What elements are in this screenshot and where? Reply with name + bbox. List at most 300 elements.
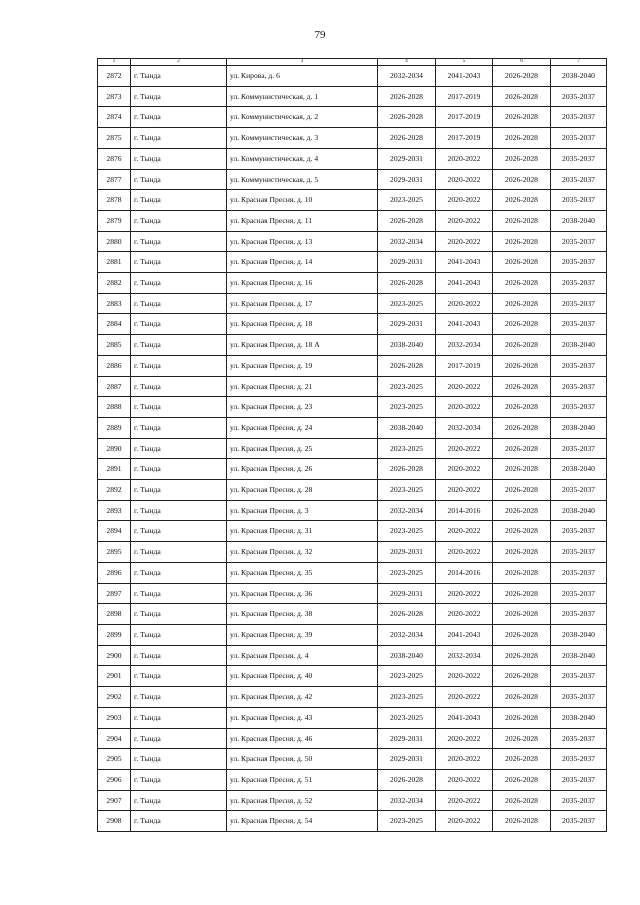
- period-cell: 2014-2016: [436, 562, 493, 583]
- city-cell: г. Тында: [131, 811, 227, 832]
- address-cell: ул. Коммунистическая, д. 3: [227, 128, 378, 149]
- period-cell: 2038-2040: [551, 335, 607, 356]
- period-cell: 2035-2037: [551, 687, 607, 708]
- period-cell: 2038-2040: [551, 66, 607, 87]
- city-cell: г. Тында: [131, 190, 227, 211]
- period-cell: 2038-2040: [551, 459, 607, 480]
- table-row: [98, 355, 607, 376]
- row-number-cell: 2884: [98, 314, 131, 335]
- period-cell: 2020-2022: [436, 190, 493, 211]
- table-row: [98, 769, 607, 790]
- address-cell: ул. Красная Пресня, д. 50: [227, 749, 378, 770]
- row-number-cell: 2876: [98, 148, 131, 169]
- period-cell: 2023-2025: [378, 687, 436, 708]
- city-cell: г. Тында: [131, 728, 227, 749]
- address-cell: ул. Коммунистическая, д. 5: [227, 169, 378, 190]
- period-cell: 2035-2037: [551, 666, 607, 687]
- row-number-cell: 2890: [98, 438, 131, 459]
- city-cell: г. Тында: [131, 438, 227, 459]
- table-row: [98, 210, 607, 231]
- table-row: [98, 521, 607, 542]
- period-cell: 2020-2022: [436, 769, 493, 790]
- table-row: [98, 128, 607, 149]
- period-cell: 2032-2034: [378, 790, 436, 811]
- table-row: [98, 397, 607, 418]
- address-cell: ул. Коммунистическая, д. 2: [227, 107, 378, 128]
- period-cell: 2038-2040: [551, 417, 607, 438]
- period-cell: 2038-2040: [551, 707, 607, 728]
- city-cell: г. Тында: [131, 397, 227, 418]
- period-cell: 2026-2028: [378, 86, 436, 107]
- period-cell: 2020-2022: [436, 728, 493, 749]
- address-cell: ул. Красная Пресня, д. 18: [227, 314, 378, 335]
- address-cell: ул. Красная Пресня, д. 18 А: [227, 335, 378, 356]
- period-cell: 2029-2031: [378, 749, 436, 770]
- row-number-cell: 2904: [98, 728, 131, 749]
- city-cell: г. Тында: [131, 273, 227, 294]
- period-cell: 2035-2037: [551, 190, 607, 211]
- row-number-cell: 2897: [98, 583, 131, 604]
- city-cell: г. Тында: [131, 66, 227, 87]
- row-number-cell: 2881: [98, 252, 131, 273]
- period-cell: 2020-2022: [436, 231, 493, 252]
- period-cell: 2026-2028: [493, 231, 551, 252]
- address-cell: ул. Красная Пресня, д. 4: [227, 645, 378, 666]
- city-cell: г. Тында: [131, 645, 227, 666]
- period-cell: 2026-2028: [493, 542, 551, 563]
- period-cell: 2029-2031: [378, 583, 436, 604]
- address-cell: ул. Красная Пресня, д. 23: [227, 397, 378, 418]
- period-cell: 2020-2022: [436, 169, 493, 190]
- period-cell: 2026-2028: [493, 355, 551, 376]
- period-cell: 2035-2037: [551, 293, 607, 314]
- period-cell: 2035-2037: [551, 148, 607, 169]
- period-cell: 2026-2028: [493, 500, 551, 521]
- period-cell: 2026-2028: [493, 666, 551, 687]
- period-cell: 2026-2028: [493, 624, 551, 645]
- city-cell: г. Тында: [131, 500, 227, 521]
- period-cell: 2020-2022: [436, 293, 493, 314]
- period-cell: 2020-2022: [436, 397, 493, 418]
- table-row: [98, 417, 607, 438]
- period-cell: 2032-2034: [378, 500, 436, 521]
- period-cell: 2026-2028: [493, 604, 551, 625]
- period-cell: 2026-2028: [493, 438, 551, 459]
- address-cell: ул. Красная Пресня, д. 43: [227, 707, 378, 728]
- period-cell: 2026-2028: [493, 86, 551, 107]
- period-cell: 2026-2028: [493, 749, 551, 770]
- period-cell: 2026-2028: [493, 811, 551, 832]
- city-cell: г. Тында: [131, 624, 227, 645]
- row-number-cell: 2874: [98, 107, 131, 128]
- row-number-cell: 2896: [98, 562, 131, 583]
- period-cell: 2026-2028: [493, 521, 551, 542]
- row-number-cell: 2902: [98, 687, 131, 708]
- city-cell: г. Тында: [131, 335, 227, 356]
- city-cell: г. Тында: [131, 769, 227, 790]
- period-cell: 2035-2037: [551, 562, 607, 583]
- column-header: 5: [436, 59, 493, 66]
- housing-schedule-table: [97, 58, 607, 832]
- city-cell: г. Тында: [131, 86, 227, 107]
- column-header: 2: [131, 59, 227, 66]
- city-cell: г. Тында: [131, 107, 227, 128]
- period-cell: 2035-2037: [551, 728, 607, 749]
- address-cell: ул. Красная Пресня, д. 31: [227, 521, 378, 542]
- row-number-cell: 2892: [98, 480, 131, 501]
- period-cell: 2020-2022: [436, 604, 493, 625]
- city-cell: г. Тында: [131, 749, 227, 770]
- period-cell: 2026-2028: [493, 335, 551, 356]
- address-cell: ул. Красная Пресня, д. 11: [227, 210, 378, 231]
- table-row: [98, 169, 607, 190]
- period-cell: 2023-2025: [378, 397, 436, 418]
- column-number-row: [98, 59, 607, 66]
- period-cell: 2026-2028: [493, 397, 551, 418]
- row-number-cell: 2900: [98, 645, 131, 666]
- city-cell: г. Тында: [131, 128, 227, 149]
- column-header: 6: [493, 59, 551, 66]
- city-cell: г. Тында: [131, 542, 227, 563]
- address-cell: ул. Красная Пресня, д. 13: [227, 231, 378, 252]
- page-number: 79: [314, 29, 326, 41]
- period-cell: 2038-2040: [551, 210, 607, 231]
- period-cell: 2041-2043: [436, 314, 493, 335]
- row-number-cell: 2889: [98, 417, 131, 438]
- row-number-cell: 2905: [98, 749, 131, 770]
- city-cell: г. Тында: [131, 355, 227, 376]
- period-cell: 2020-2022: [436, 542, 493, 563]
- address-cell: ул. Красная Пресня, д. 35: [227, 562, 378, 583]
- period-cell: 2026-2028: [493, 314, 551, 335]
- period-cell: 2020-2022: [436, 749, 493, 770]
- city-cell: г. Тында: [131, 480, 227, 501]
- row-number-cell: 2895: [98, 542, 131, 563]
- period-cell: 2035-2037: [551, 128, 607, 149]
- table-row: [98, 190, 607, 211]
- address-cell: ул. Красная Пресня, д. 52: [227, 790, 378, 811]
- period-cell: 2026-2028: [493, 252, 551, 273]
- period-cell: 2035-2037: [551, 397, 607, 418]
- row-number-cell: 2899: [98, 624, 131, 645]
- period-cell: 2017-2019: [436, 355, 493, 376]
- period-cell: 2023-2025: [378, 190, 436, 211]
- period-cell: 2026-2028: [493, 790, 551, 811]
- period-cell: 2026-2028: [493, 148, 551, 169]
- period-cell: 2020-2022: [436, 148, 493, 169]
- period-cell: 2014-2016: [436, 500, 493, 521]
- period-cell: 2020-2022: [436, 438, 493, 459]
- period-cell: 2026-2028: [493, 169, 551, 190]
- period-cell: 2035-2037: [551, 480, 607, 501]
- row-number-cell: 2893: [98, 500, 131, 521]
- period-cell: 2026-2028: [493, 687, 551, 708]
- row-number-cell: 2879: [98, 210, 131, 231]
- period-cell: 2017-2019: [436, 128, 493, 149]
- period-cell: 2020-2022: [436, 687, 493, 708]
- period-cell: 2020-2022: [436, 811, 493, 832]
- city-cell: г. Тында: [131, 562, 227, 583]
- period-cell: 2038-2040: [551, 645, 607, 666]
- period-cell: 2035-2037: [551, 604, 607, 625]
- column-header: 3: [227, 59, 378, 66]
- period-cell: 2026-2028: [493, 769, 551, 790]
- period-cell: 2026-2028: [378, 107, 436, 128]
- column-header: 1: [98, 59, 131, 66]
- address-cell: ул. Красная Пресня, д. 16: [227, 273, 378, 294]
- table-row: [98, 707, 607, 728]
- period-cell: 2023-2025: [378, 707, 436, 728]
- row-number-cell: 2877: [98, 169, 131, 190]
- table-row: [98, 438, 607, 459]
- table-row: [98, 231, 607, 252]
- city-cell: г. Тында: [131, 252, 227, 273]
- table-row: [98, 811, 607, 832]
- column-header: 4: [378, 59, 436, 66]
- period-cell: 2029-2031: [378, 314, 436, 335]
- period-cell: 2026-2028: [493, 645, 551, 666]
- period-cell: 2026-2028: [493, 273, 551, 294]
- period-cell: 2026-2028: [493, 707, 551, 728]
- period-cell: 2035-2037: [551, 86, 607, 107]
- period-cell: 2032-2034: [378, 624, 436, 645]
- period-cell: 2026-2028: [378, 210, 436, 231]
- row-number-cell: 2885: [98, 335, 131, 356]
- period-cell: 2023-2025: [378, 562, 436, 583]
- address-cell: ул. Красная Пресня, д. 51: [227, 769, 378, 790]
- address-cell: ул. Красная Пресня, д. 40: [227, 666, 378, 687]
- address-cell: ул. Красная Пресня, д. 46: [227, 728, 378, 749]
- period-cell: 2029-2031: [378, 148, 436, 169]
- row-number-cell: 2873: [98, 86, 131, 107]
- period-cell: 2035-2037: [551, 790, 607, 811]
- period-cell: 2029-2031: [378, 169, 436, 190]
- period-cell: 2026-2028: [378, 355, 436, 376]
- period-cell: 2032-2034: [436, 335, 493, 356]
- address-cell: ул. Красная Пресня, д. 39: [227, 624, 378, 645]
- period-cell: 2020-2022: [436, 666, 493, 687]
- city-cell: г. Тында: [131, 210, 227, 231]
- period-cell: 2035-2037: [551, 749, 607, 770]
- period-cell: 2035-2037: [551, 438, 607, 459]
- table-row: [98, 500, 607, 521]
- address-cell: ул. Красная Пресня, д. 17: [227, 293, 378, 314]
- period-cell: 2041-2043: [436, 66, 493, 87]
- city-cell: г. Тында: [131, 148, 227, 169]
- period-cell: 2035-2037: [551, 314, 607, 335]
- period-cell: 2041-2043: [436, 273, 493, 294]
- period-cell: 2026-2028: [378, 769, 436, 790]
- period-cell: 2020-2022: [436, 521, 493, 542]
- table-row: [98, 148, 607, 169]
- address-cell: ул. Красная Пресня, д. 25: [227, 438, 378, 459]
- row-number-cell: 2872: [98, 66, 131, 87]
- period-cell: 2023-2025: [378, 811, 436, 832]
- period-cell: 2023-2025: [378, 666, 436, 687]
- period-cell: 2041-2043: [436, 707, 493, 728]
- table-row: [98, 480, 607, 501]
- row-number-cell: 2906: [98, 769, 131, 790]
- period-cell: 2035-2037: [551, 169, 607, 190]
- row-number-cell: 2891: [98, 459, 131, 480]
- period-cell: 2035-2037: [551, 273, 607, 294]
- table-row: [98, 562, 607, 583]
- period-cell: 2032-2034: [378, 231, 436, 252]
- address-cell: ул. Красная Пресня, д. 54: [227, 811, 378, 832]
- table-row: [98, 604, 607, 625]
- period-cell: 2026-2028: [493, 728, 551, 749]
- period-cell: 2026-2028: [378, 604, 436, 625]
- address-cell: ул. Красная Пресня, д. 42: [227, 687, 378, 708]
- period-cell: 2020-2022: [436, 480, 493, 501]
- city-cell: г. Тында: [131, 666, 227, 687]
- period-cell: 2032-2034: [436, 645, 493, 666]
- table-row: [98, 376, 607, 397]
- table-row: [98, 273, 607, 294]
- city-cell: г. Тында: [131, 583, 227, 604]
- period-cell: 2026-2028: [493, 128, 551, 149]
- table-row: [98, 645, 607, 666]
- address-cell: ул. Красная Пресня, д. 32: [227, 542, 378, 563]
- period-cell: 2026-2028: [378, 128, 436, 149]
- city-cell: г. Тында: [131, 376, 227, 397]
- period-cell: 2035-2037: [551, 107, 607, 128]
- city-cell: г. Тында: [131, 417, 227, 438]
- period-cell: 2035-2037: [551, 542, 607, 563]
- table-row: [98, 459, 607, 480]
- period-cell: 2029-2031: [378, 542, 436, 563]
- period-cell: 2026-2028: [493, 210, 551, 231]
- period-cell: 2023-2025: [378, 521, 436, 542]
- row-number-cell: 2908: [98, 811, 131, 832]
- address-cell: ул. Красная Пресня, д. 21: [227, 376, 378, 397]
- period-cell: 2038-2040: [551, 624, 607, 645]
- period-cell: 2038-2040: [551, 500, 607, 521]
- row-number-cell: 2898: [98, 604, 131, 625]
- period-cell: 2026-2028: [493, 376, 551, 397]
- row-number-cell: 2901: [98, 666, 131, 687]
- address-cell: ул. Красная Пресня, д. 28: [227, 480, 378, 501]
- period-cell: 2035-2037: [551, 583, 607, 604]
- period-cell: 2020-2022: [436, 376, 493, 397]
- period-cell: 2026-2028: [378, 459, 436, 480]
- period-cell: 2035-2037: [551, 231, 607, 252]
- period-cell: 2026-2028: [493, 583, 551, 604]
- table-row: [98, 666, 607, 687]
- row-number-cell: 2882: [98, 273, 131, 294]
- period-cell: 2026-2028: [493, 562, 551, 583]
- table-body: [98, 66, 607, 832]
- period-cell: 2026-2028: [493, 417, 551, 438]
- period-cell: 2020-2022: [436, 210, 493, 231]
- period-cell: 2026-2028: [493, 480, 551, 501]
- table-row: [98, 687, 607, 708]
- row-number-cell: 2903: [98, 707, 131, 728]
- period-cell: 2038-2040: [378, 645, 436, 666]
- table-row: [98, 252, 607, 273]
- period-cell: 2020-2022: [436, 459, 493, 480]
- table-row: [98, 293, 607, 314]
- period-cell: 2035-2037: [551, 811, 607, 832]
- period-cell: 2026-2028: [493, 66, 551, 87]
- table-row: [98, 107, 607, 128]
- period-cell: 2026-2028: [493, 107, 551, 128]
- period-cell: 2032-2034: [378, 66, 436, 87]
- row-number-cell: 2875: [98, 128, 131, 149]
- city-cell: г. Тында: [131, 459, 227, 480]
- table-row: [98, 66, 607, 87]
- table-row: [98, 624, 607, 645]
- period-cell: 2023-2025: [378, 480, 436, 501]
- period-cell: 2026-2028: [493, 293, 551, 314]
- city-cell: г. Тында: [131, 707, 227, 728]
- address-cell: ул. Красная Пресня, д. 36: [227, 583, 378, 604]
- city-cell: г. Тында: [131, 231, 227, 252]
- period-cell: 2029-2031: [378, 728, 436, 749]
- row-number-cell: 2880: [98, 231, 131, 252]
- address-cell: ул. Коммунистическая, д. 4: [227, 148, 378, 169]
- period-cell: 2029-2031: [378, 252, 436, 273]
- city-cell: г. Тында: [131, 521, 227, 542]
- table-row: [98, 728, 607, 749]
- period-cell: 2017-2019: [436, 107, 493, 128]
- city-cell: г. Тында: [131, 293, 227, 314]
- city-cell: г. Тында: [131, 314, 227, 335]
- row-number-cell: 2886: [98, 355, 131, 376]
- period-cell: 2017-2019: [436, 86, 493, 107]
- address-cell: ул. Красная Пресня, д. 10: [227, 190, 378, 211]
- period-cell: 2023-2025: [378, 438, 436, 459]
- city-cell: г. Тында: [131, 687, 227, 708]
- address-cell: ул. Красная Пресня, д. 26: [227, 459, 378, 480]
- row-number-cell: 2878: [98, 190, 131, 211]
- table-row: [98, 583, 607, 604]
- table-row: [98, 314, 607, 335]
- period-cell: 2038-2040: [378, 417, 436, 438]
- column-header: 7: [551, 59, 607, 66]
- row-number-cell: 2883: [98, 293, 131, 314]
- period-cell: 2035-2037: [551, 769, 607, 790]
- period-cell: 2041-2043: [436, 624, 493, 645]
- period-cell: 2035-2037: [551, 355, 607, 376]
- address-cell: ул. Красная Пресня, д. 38: [227, 604, 378, 625]
- period-cell: 2035-2037: [551, 252, 607, 273]
- address-cell: ул. Коммунистическая, д. 1: [227, 86, 378, 107]
- period-cell: 2038-2040: [378, 335, 436, 356]
- address-cell: ул. Красная Пресня, д. 19: [227, 355, 378, 376]
- period-cell: 2026-2028: [493, 459, 551, 480]
- period-cell: 2020-2022: [436, 790, 493, 811]
- table-row: [98, 542, 607, 563]
- table-row: [98, 790, 607, 811]
- period-cell: 2035-2037: [551, 521, 607, 542]
- table-row: [98, 749, 607, 770]
- period-cell: 2026-2028: [378, 273, 436, 294]
- address-cell: ул. Красная Пресня, д. 24: [227, 417, 378, 438]
- city-cell: г. Тында: [131, 790, 227, 811]
- period-cell: 2035-2037: [551, 376, 607, 397]
- row-number-cell: 2887: [98, 376, 131, 397]
- period-cell: 2023-2025: [378, 293, 436, 314]
- address-cell: ул. Красная Пресня, д. 3: [227, 500, 378, 521]
- period-cell: 2023-2025: [378, 376, 436, 397]
- city-cell: г. Тында: [131, 604, 227, 625]
- row-number-cell: 2894: [98, 521, 131, 542]
- address-cell: ул. Кирова, д. 6: [227, 66, 378, 87]
- period-cell: 2026-2028: [493, 190, 551, 211]
- period-cell: 2032-2034: [436, 417, 493, 438]
- row-number-cell: 2888: [98, 397, 131, 418]
